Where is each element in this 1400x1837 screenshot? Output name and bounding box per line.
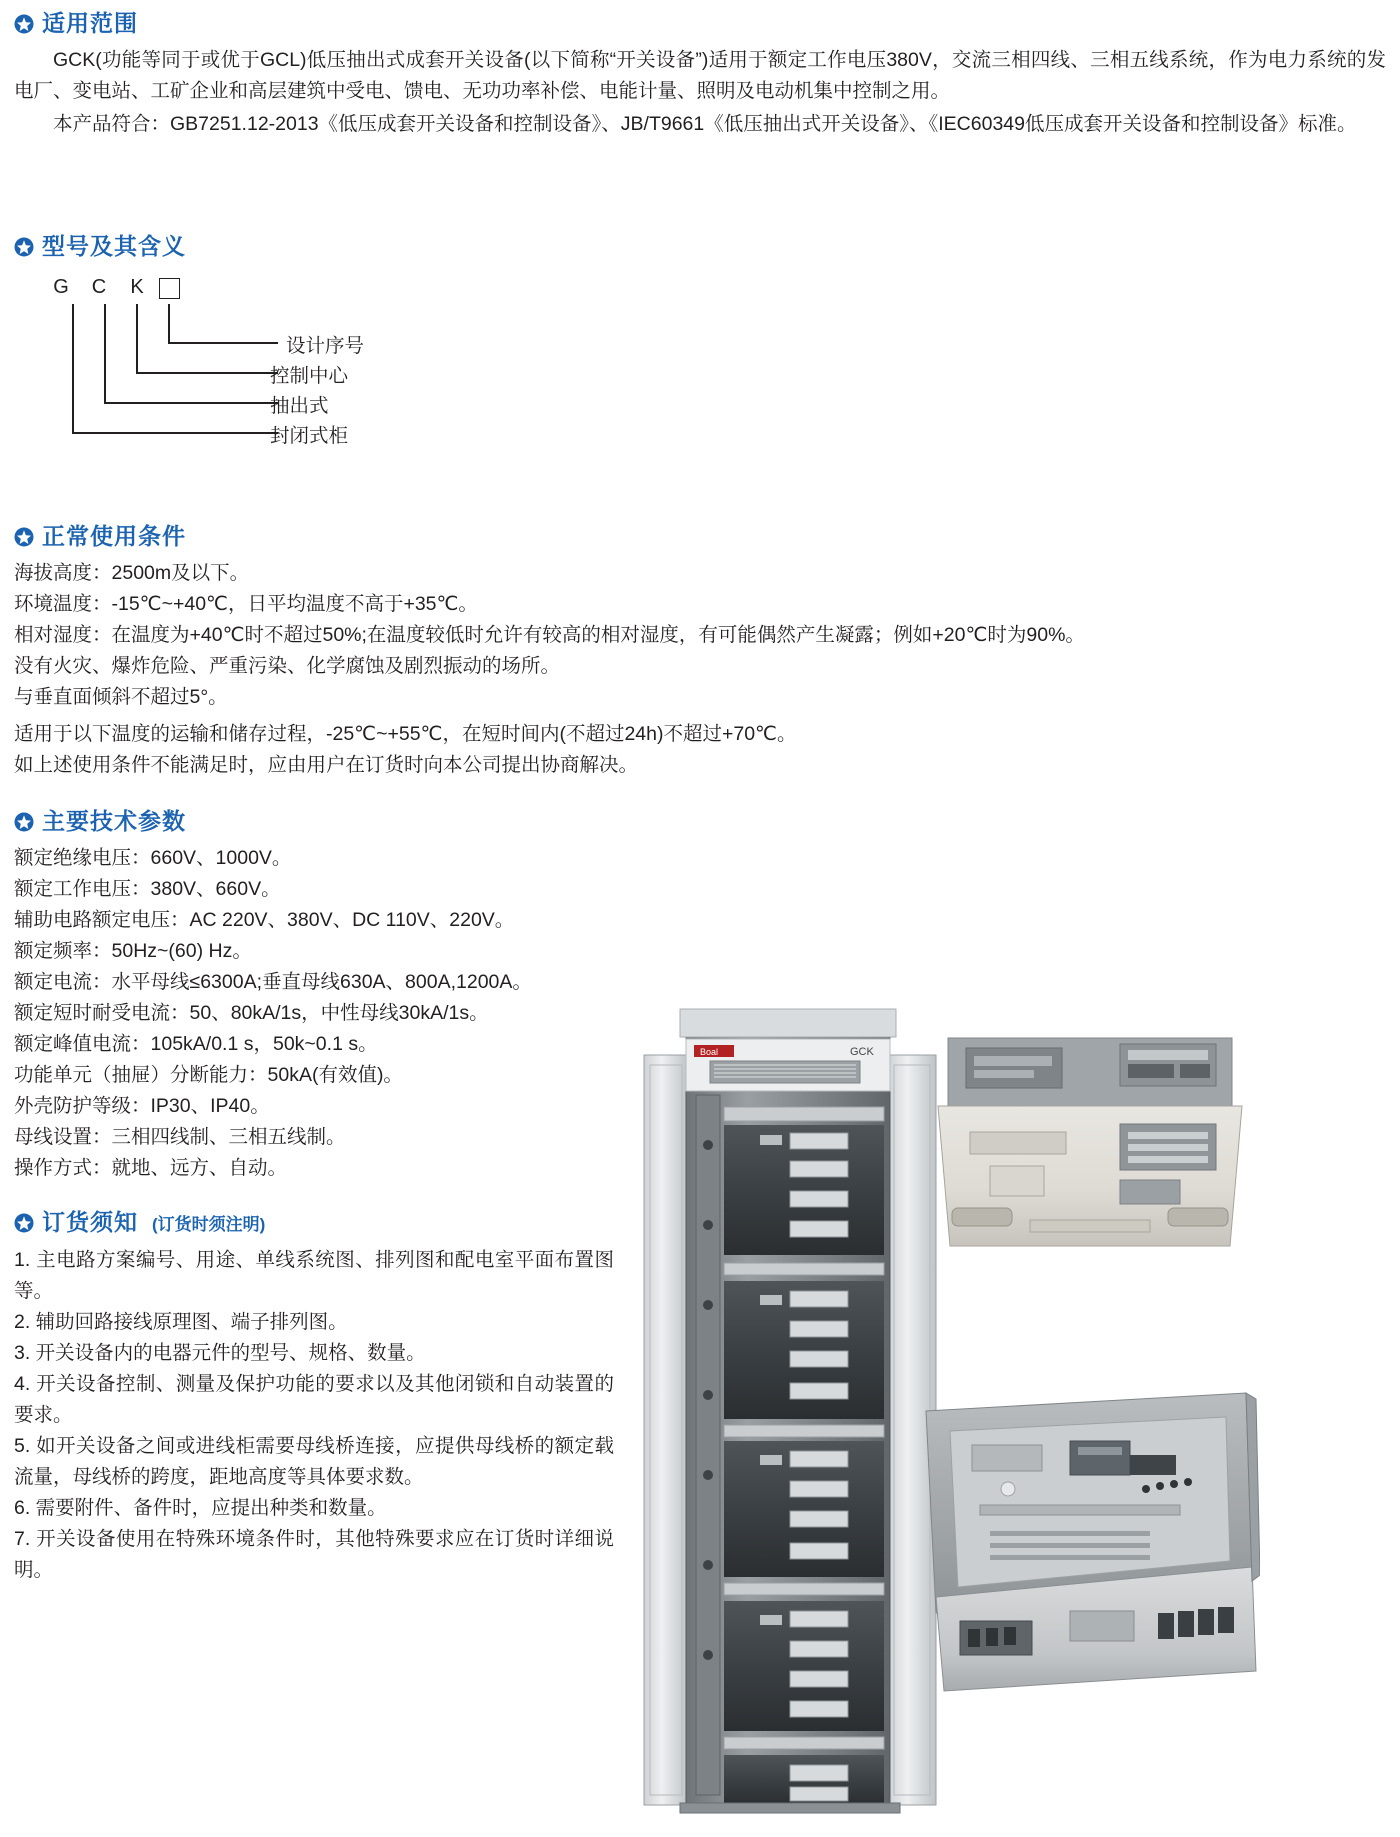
condition-line: 没有火灾、爆炸危险、严重污染、化学腐蚀及剧烈振动的场所。 [14,655,561,677]
spec-line: 功能单元（抽屉）分断能力：50kA(有效值)。 [14,1064,403,1086]
leader-line-1-h [168,342,278,344]
leader-line-2-v [136,304,138,372]
leader-line-3-h [104,402,278,404]
specs-title: 主要技术参数 [42,808,186,834]
spec-line: 外壳防护等级：IP30、IP40。 [14,1095,270,1117]
model-title: 型号及其含义 [42,233,186,259]
spec-line: 额定电流：水平母线≤6300A;垂直母线630A、800A,1200A。 [14,971,532,993]
order-item: 7. 开关设备使用在特殊环境条件时，其他特殊要求应在订货时详细说明。 [14,1528,614,1581]
condition-line: 海拔高度：2500m及以下。 [14,562,250,584]
order-heading [14,1210,614,1235]
condition-line: 环境温度：-15℃~+40℃，日平均温度不高于+35℃。 [14,593,478,615]
product-photos [640,985,1400,1830]
spec-line: 额定绝缘电压：660V、1000V。 [14,847,292,869]
svg-text:Boal: Boal [700,1047,719,1057]
scope-paragraph-1: GCK(功能等同于或优于GCL)低压抽出式成套开关设备(以下简称“开关设备”)适用于额定工作电压380V，交流三相四线、三相五线系统，作为电力系统的发电厂、变电站、工矿企业和高层建筑中受电、馈电、无功功率补偿、电能计量、照明及电动机集中控制之用。 [14,49,1386,102]
leader-line-1-v [168,304,170,342]
order-item: 3. 开关设备内的电器元件的型号、规格、数量。 [14,1342,426,1364]
conditions-heading [14,525,1124,548]
model-label-withdrawable: 抽出式 [270,395,329,417]
spec-line: 额定工作电压：380V、660V。 [14,878,281,900]
order-subtitle: (订货时须注明) [152,1215,266,1234]
order-item: 4. 开关设备控制、测量及保护功能的要求以及其他闭锁和自动装置的要求。 [14,1373,614,1426]
order-title: 订货须知 [42,1209,138,1235]
spec-line: 辅助电路额定电压：AC 220V、380V、DC 110V、220V。 [14,909,515,931]
specs-heading [14,810,634,833]
drawer-unit-internal-photo [920,1385,1260,1705]
order-item: 6. 需要附件、备件时，应提出种类和数量。 [14,1497,387,1519]
model-label-control-center: 控制中心 [270,365,349,387]
condition-line: 适用于以下温度的运输和储存过程，-25℃~+55℃，在短时间内(不超过24h)不超过+70℃。 [14,723,797,745]
condition-line: 相对湿度：在温度为+40℃时不超过50%;在温度较低时允许有较高的相对湿度，有可能偶然产生凝露；例如+20℃时为90%。 [14,624,1085,646]
section-specs [14,810,634,1184]
section-conditions [14,525,1124,781]
model-suffix-box [159,278,180,299]
model-heading [14,235,654,258]
spec-line: 额定短时耐受电流：50、80kA/1s，中性母线30kA/1s。 [14,1002,489,1024]
star-icon [14,237,34,257]
drawer-unit-front-photo [930,1020,1250,1265]
model-label-enclosed-cabinet: 封闭式柜 [270,425,349,447]
star-icon [14,527,34,547]
conditions-title: 正常使用条件 [42,523,186,549]
order-item: 1. 主电路方案编号、用途、单线系统图、排列图和配电室平面布置图等。 [14,1249,614,1302]
spec-line: 额定峰值电流：105kA/0.1 s，50k~0.1 s。 [14,1033,378,1055]
star-icon [14,812,34,832]
svg-text:GCK: GCK [850,1046,874,1058]
model-letter-g: G [53,276,69,298]
condition-line: 与垂直面倾斜不超过5°。 [14,686,228,708]
model-label-design-number: 设计序号 [286,335,365,357]
condition-line: 如上述使用条件不能满足时，应由用户在订货时向本公司提出协商解决。 [14,754,639,776]
spec-line: 操作方式：就地、远方、自动。 [14,1157,288,1179]
spec-line: 母线设置：三相四线制、三相五线制。 [14,1126,346,1148]
model-letters [42,276,156,299]
section-scope [14,12,1386,142]
model-designation-diagram [14,276,634,486]
leader-line-2-h [136,372,278,374]
model-letter-c: C [91,276,107,298]
order-item: 2. 辅助回路接线原理图、端子排列图。 [14,1311,348,1333]
model-letter-k: K [130,276,144,298]
leader-line-3-v [104,304,106,402]
leader-line-4-h [72,432,278,434]
section-model [14,235,654,486]
star-icon [14,1213,34,1233]
scope-title: 适用范围 [42,10,138,36]
spec-line: 额定频率：50Hz~(60) Hz。 [14,940,252,962]
scope-paragraph-2: 本产品符合：GB7251.12-2013《低压成套开关设备和控制设备》、JB/T9661《低压抽出式开关设备》、《IEC60349低压成套开关设备和控制设备》标准。 [53,113,1357,135]
star-icon [14,14,34,34]
cabinet-photo [640,995,940,1815]
section-order [14,1210,614,1586]
leader-line-4-v [72,304,74,432]
order-item: 5. 如开关设备之间或进线柜需要母线桥连接，应提供母线桥的额定载流量，母线桥的跨度，距地高度等具体要求数。 [14,1435,614,1488]
scope-heading [14,12,1386,35]
